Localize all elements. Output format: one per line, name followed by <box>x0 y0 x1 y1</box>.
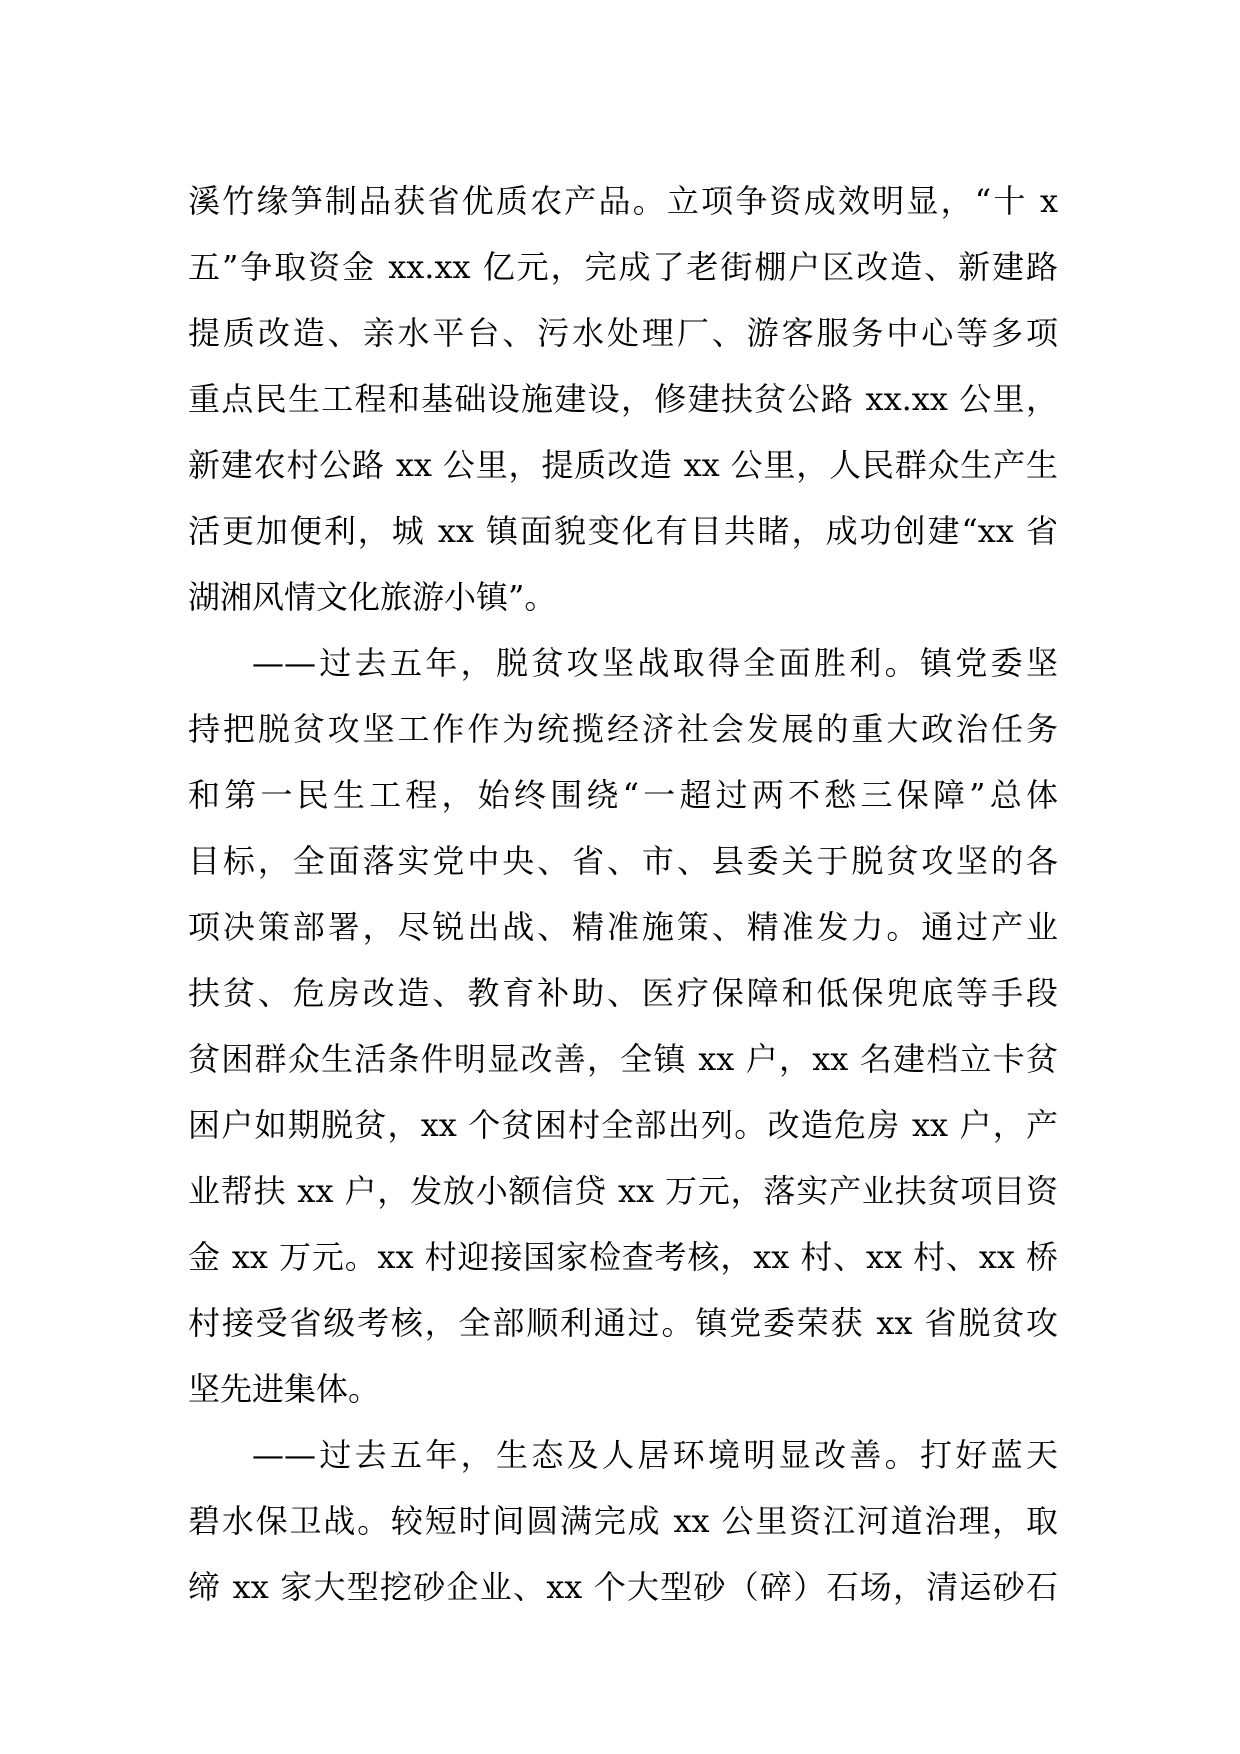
paragraph-start-line: ——过去五年，生态及人居环境明显改善。打好蓝天 <box>252 1436 1058 1474</box>
text-line: 五”争取资金 xx.xx 亿元，完成了老街棚户区改造、新建路 <box>188 248 1058 286</box>
text-line: 贫困群众生活条件明显改善，全镇 xx 户，xx 名建档立卡贫 <box>188 1040 1058 1078</box>
text-line: 村接受省级考核，全部顺利通过。镇党委荣获 xx 省脱贫攻 <box>188 1304 1058 1342</box>
text-line: 碧水保卫战。较短时间圆满完成 xx 公里资江河道治理，取 <box>188 1502 1058 1540</box>
text-line: 活更加便利，城 xx 镇面貌变化有目共睹，成功创建“xx 省 <box>188 512 1058 550</box>
text-line: 提质改造、亲水平台、污水处理厂、游客服务中心等多项 <box>188 314 1058 352</box>
text-line: 湖湘风情文化旅游小镇”。 <box>188 578 557 616</box>
text-line: 新建农村公路 xx 公里，提质改造 xx 公里，人民群众生产生 <box>188 446 1058 484</box>
text-line: 持把脱贫攻坚工作作为统揽经济社会发展的重大政治任务 <box>188 710 1058 748</box>
text-line: 项决策部署，尽锐出战、精准施策、精准发力。通过产业 <box>188 908 1058 946</box>
text-line: 重点民生工程和基础设施建设，修建扶贫公路 xx.xx 公里， <box>188 380 1058 418</box>
text-line: 缔 xx 家大型挖砂企业、xx 个大型砂（碎）石场，清运砂石 <box>188 1568 1058 1606</box>
text-line: 坚先进集体。 <box>188 1370 381 1408</box>
text-line: 目标，全面落实党中央、省、市、县委关于脱贫攻坚的各 <box>188 842 1058 880</box>
text-line: 困户如期脱贫，xx 个贫困村全部出列。改造危房 xx 户，产 <box>188 1106 1058 1144</box>
text-line: 和第一民生工程，始终围绕“一超过两不愁三保障”总体 <box>188 776 1058 814</box>
paragraph-start-line: ——过去五年，脱贫攻坚战取得全面胜利。镇党委坚 <box>252 644 1058 682</box>
text-line: 金 xx 万元。xx 村迎接国家检查考核，xx 村、xx 村、xx 桥 <box>188 1238 1058 1276</box>
text-line: 溪竹缘笋制品获省优质农产品。立项争资成效明显，“十 x <box>188 182 1058 220</box>
document-body <box>188 168 1058 1620</box>
text-line: 业帮扶 xx 户，发放小额信贷 xx 万元，落实产业扶贫项目资 <box>188 1172 1058 1210</box>
text-line: 扶贫、危房改造、教育补助、医疗保障和低保兜底等手段 <box>188 974 1058 1012</box>
